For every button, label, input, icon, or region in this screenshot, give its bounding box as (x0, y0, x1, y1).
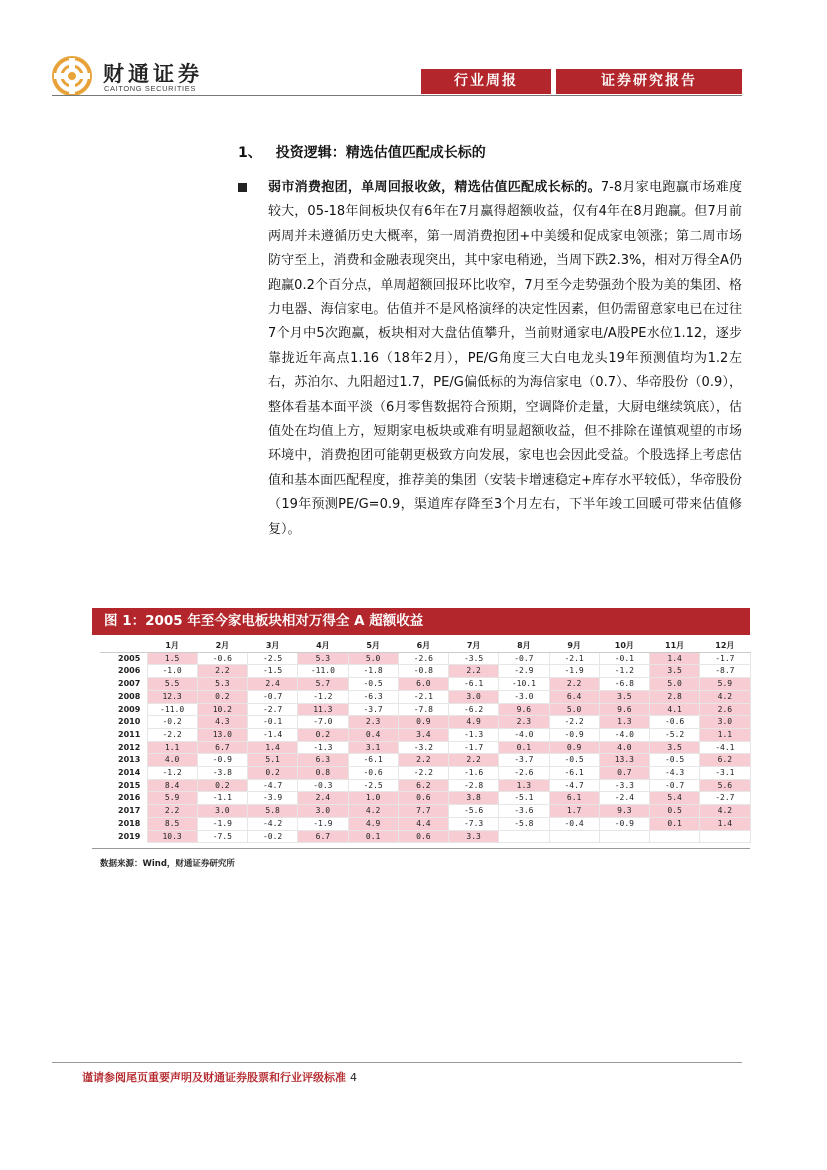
row-year: 2012 (118, 742, 141, 752)
table-cell: -3.5 (449, 652, 499, 665)
brand-name-en: CAITONG SECURITIES (104, 84, 196, 93)
table-cell: -0.2 (147, 716, 197, 729)
table-row (100, 716, 750, 729)
table-cell: 0.2 (298, 728, 348, 741)
table-row (100, 767, 750, 780)
table-cell: 0.1 (650, 817, 700, 830)
header-tab-research-report: 证券研究报告 (556, 69, 742, 94)
table-cell: 3.5 (650, 665, 700, 678)
table-header-row (100, 640, 750, 652)
table-cell: -2.7 (248, 703, 298, 716)
table-cell (700, 830, 750, 843)
table-cell: 4.2 (700, 805, 750, 818)
table-cell: 0.2 (197, 690, 247, 703)
table-cell: 1.4 (650, 652, 700, 665)
table-cell: -1.2 (298, 690, 348, 703)
table-cell: 7.7 (398, 805, 448, 818)
table-cell: 2.2 (449, 754, 499, 767)
table-cell: -0.5 (650, 754, 700, 767)
row-year: 2006 (118, 666, 141, 676)
table-row (100, 728, 750, 741)
table-cell: -2.1 (549, 652, 599, 665)
table-cell: 6.2 (700, 754, 750, 767)
table-cell: -7.8 (398, 703, 448, 716)
table-cell: 4.2 (348, 805, 398, 818)
column-header: 2月 (197, 640, 247, 652)
table-cell: 1.4 (248, 741, 298, 754)
table-cell: -0.9 (599, 817, 649, 830)
table-cell: -0.9 (197, 754, 247, 767)
table-cell: 13.0 (197, 728, 247, 741)
section-number: 1、 (238, 145, 262, 161)
table-cell: -1.7 (700, 652, 750, 665)
table-cell: -4.7 (248, 779, 298, 792)
column-header: 5月 (348, 640, 398, 652)
table-cell: 1.0 (348, 792, 398, 805)
table-cell: -1.9 (549, 665, 599, 678)
table-cell: 0.1 (499, 741, 549, 754)
table-cell: -0.7 (650, 779, 700, 792)
table-cell: 1.5 (147, 652, 197, 665)
table-cell: 9.3 (599, 805, 649, 818)
table-cell: -6.3 (348, 690, 398, 703)
table-cell: 5.7 (298, 678, 348, 691)
table-cell: 2.4 (298, 792, 348, 805)
table-cell: -0.5 (348, 678, 398, 691)
table-cell: 1.3 (499, 779, 549, 792)
table-cell: 5.0 (348, 652, 398, 665)
table-cell: -4.3 (650, 767, 700, 780)
table-cell: 5.1 (248, 754, 298, 767)
row-year: 2016 (118, 793, 141, 803)
table-cell: -1.8 (348, 665, 398, 678)
table-cell: 5.9 (147, 792, 197, 805)
row-year: 2011 (118, 729, 141, 739)
column-header: 7月 (449, 640, 499, 652)
table-cell: -0.4 (549, 817, 599, 830)
bullet-square-icon (238, 183, 247, 192)
table-cell: -2.4 (599, 792, 649, 805)
table-row (100, 792, 750, 805)
table-cell: -5.1 (499, 792, 549, 805)
table-cell: 6.1 (549, 792, 599, 805)
table-cell: 12.3 (147, 690, 197, 703)
row-year: 2015 (118, 780, 141, 790)
table-cell: 2.2 (398, 754, 448, 767)
table-bottom-rule (92, 848, 750, 849)
table-cell: 5.3 (298, 652, 348, 665)
table-cell: 8.4 (147, 779, 197, 792)
table-cell: -7.3 (449, 817, 499, 830)
table-cell: -4.1 (700, 741, 750, 754)
table-cell: 3.1 (348, 741, 398, 754)
table-row (100, 703, 750, 716)
table-cell: -7.0 (298, 716, 348, 729)
table-cell: -10.1 (499, 678, 549, 691)
table-cell: -3.8 (197, 767, 247, 780)
table-cell: 6.4 (549, 690, 599, 703)
table-row (100, 830, 750, 843)
table-cell: -1.5 (248, 665, 298, 678)
table-cell: -3.3 (599, 779, 649, 792)
table-cell: 2.2 (449, 665, 499, 678)
table-cell: -5.2 (650, 728, 700, 741)
table-cell: -0.6 (348, 767, 398, 780)
table-cell: 0.2 (248, 767, 298, 780)
table-cell: -2.8 (449, 779, 499, 792)
table-cell: -5.6 (449, 805, 499, 818)
table-cell: -2.5 (348, 779, 398, 792)
row-year: 2013 (118, 755, 141, 765)
table-row (100, 678, 750, 691)
table-cell: -3.1 (700, 767, 750, 780)
column-header: 1月 (147, 640, 197, 652)
table-cell: 5.0 (650, 678, 700, 691)
table-cell: 5.5 (147, 678, 197, 691)
table-cell: -1.7 (449, 741, 499, 754)
column-header: 9月 (549, 640, 599, 652)
table-cell: 3.5 (599, 690, 649, 703)
table-cell: -2.5 (248, 652, 298, 665)
table-cell: 9.6 (499, 703, 549, 716)
table-cell: 1.1 (700, 728, 750, 741)
table-cell: 2.2 (147, 805, 197, 818)
table-cell: 0.6 (398, 792, 448, 805)
table-cell: 10.3 (147, 830, 197, 843)
table-cell: 1.4 (700, 817, 750, 830)
table-cell: -2.2 (147, 728, 197, 741)
table-cell: 5.6 (700, 779, 750, 792)
table-cell: 9.6 (599, 703, 649, 716)
paragraph-lead: 弱市消费抱团，单周回报收敛，精选估值匹配成长标的。 (268, 180, 601, 195)
row-year: 2014 (118, 768, 141, 778)
table-row (100, 779, 750, 792)
table-cell: -0.2 (248, 830, 298, 843)
table-cell: 3.5 (650, 741, 700, 754)
table-cell: -2.7 (700, 792, 750, 805)
table-cell: 5.0 (549, 703, 599, 716)
table-cell: -6.1 (348, 754, 398, 767)
table-cell: -0.7 (499, 652, 549, 665)
page-number: 4 (350, 1071, 357, 1084)
table-cell: 0.6 (398, 830, 448, 843)
footer-divider (52, 1062, 742, 1063)
table-cell: -5.8 (499, 817, 549, 830)
table-cell: 8.5 (147, 817, 197, 830)
table-cell: -4.0 (499, 728, 549, 741)
table-cell: 2.2 (549, 678, 599, 691)
table-cell: 3.0 (298, 805, 348, 818)
table-cell: 4.0 (147, 754, 197, 767)
table-cell: -4.7 (549, 779, 599, 792)
table-cell: 1.3 (599, 716, 649, 729)
row-year: 2008 (118, 691, 141, 701)
row-year: 2007 (118, 679, 141, 689)
table-cell: -1.1 (197, 792, 247, 805)
table-cell: 13.3 (599, 754, 649, 767)
table-cell: -0.5 (549, 754, 599, 767)
table-row (100, 690, 750, 703)
table-cell: -3.0 (499, 690, 549, 703)
table-cell: 3.0 (700, 716, 750, 729)
table-cell: 4.9 (449, 716, 499, 729)
table-cell: 5.9 (700, 678, 750, 691)
table-cell: -6.2 (449, 703, 499, 716)
table-cell: 2.3 (499, 716, 549, 729)
row-year: 2005 (118, 653, 141, 663)
table-cell: 0.8 (298, 767, 348, 780)
table-cell: -3.6 (499, 805, 549, 818)
table-cell: 0.9 (549, 741, 599, 754)
table-cell (650, 830, 700, 843)
table-cell: -11.0 (147, 703, 197, 716)
table-cell: 3.0 (197, 805, 247, 818)
table-cell: 4.3 (197, 716, 247, 729)
table-cell: -2.6 (398, 652, 448, 665)
table-cell: 4.2 (700, 690, 750, 703)
column-header: 8月 (499, 640, 549, 652)
table-cell: 6.7 (197, 741, 247, 754)
table-cell: -1.4 (248, 728, 298, 741)
table-cell: -0.6 (650, 716, 700, 729)
table-cell: -4.2 (248, 817, 298, 830)
section-title (238, 142, 486, 162)
table-cell: 4.1 (650, 703, 700, 716)
table-cell: 2.8 (650, 690, 700, 703)
table-cell: 3.4 (398, 728, 448, 741)
table-cell: 2.3 (348, 716, 398, 729)
excess-return-grid (100, 640, 751, 843)
table-cell: -2.6 (499, 767, 549, 780)
table-cell: -0.6 (197, 652, 247, 665)
header-divider (52, 95, 742, 96)
footer (82, 1069, 357, 1085)
paragraph-body: 7-8月家电跑赢市场难度较大，05-18年间板块仅有6年在7月赢得超额收益，仅有4年在8月跑赢。但7月前两周并未遵循历史大概率，第一周消费抱团+中美缓和促成家电领涨；第二周市场防守至上，消费和金融表现突出，其中家电稍逊，当周下跌2.3%，相对万得全A仍跑赢0.2个百分点，单周超额回报环比收窄，7月至今走势强劲个股为美的集团、格力电器、海信家电。估值并不是风格演绎的决定性因素，但仍需留意家电已在过往7个月中5次跑赢，板块相对大盘估值攀升，当前财通家电/A股PE水位1.12，逐步靠拢近年高点1.16（18年2月），PE/G角度三大白电龙头19年预测值均为1.2左右，苏泊尔、九阳超过1.7，PE/G偏低标的为海信家电（0.7）、华帝股份（0.9），整体看基本面平淡（6月零售数据符合预期，空调降价走量，大厨电继续筑底），估值处在均值上方，短期家电板块或难有明显超额收益，但不排除在谨慎观望的市场环境中，消费抱团可能朝更极致方向发展，家电也会因此受益。个股选择上考虑估值和基本面匹配程度，推荐美的集团（安装卡增速稳定+库存水平较低），华帝股份（19年预测PE/G=0.9，渠道库存降至3个月左右，下半年竣工回暖可带来估值修复）。 (268, 180, 742, 537)
table-cell: -8.7 (700, 665, 750, 678)
table-cell (499, 830, 549, 843)
table-cell: 2.2 (197, 665, 247, 678)
table-cell: -1.9 (197, 817, 247, 830)
table-cell: -4.0 (599, 728, 649, 741)
column-header: 10月 (599, 640, 649, 652)
excess-return-table (100, 640, 750, 846)
table-cell: 0.1 (348, 830, 398, 843)
row-year: 2017 (118, 806, 141, 816)
brand-name-cn: 财通证券 (103, 61, 203, 86)
table-cell: 0.2 (197, 779, 247, 792)
table-row (100, 665, 750, 678)
row-year: 2019 (118, 831, 141, 841)
table-cell: 10.2 (197, 703, 247, 716)
table-cell: -2.1 (398, 690, 448, 703)
table-cell: -0.9 (549, 728, 599, 741)
table-cell: -6.1 (449, 678, 499, 691)
section-title-text: 投资逻辑：精选估值匹配成长标的 (275, 145, 486, 161)
column-header: 3月 (248, 640, 298, 652)
table-cell: 3.8 (449, 792, 499, 805)
table-row (100, 817, 750, 830)
table-corner (100, 640, 147, 652)
table-cell: 5.8 (248, 805, 298, 818)
table-cell: -2.2 (549, 716, 599, 729)
table-cell: -0.7 (248, 690, 298, 703)
table-cell: -1.6 (449, 767, 499, 780)
table-cell: 1.7 (549, 805, 599, 818)
table-cell: -7.5 (197, 830, 247, 843)
table-cell: -1.3 (449, 728, 499, 741)
table-cell: -6.1 (549, 767, 599, 780)
table-cell: -0.3 (298, 779, 348, 792)
column-header: 12月 (700, 640, 750, 652)
table-cell (549, 830, 599, 843)
table-cell: 5.4 (650, 792, 700, 805)
table-cell: 4.9 (348, 817, 398, 830)
table-row (100, 652, 750, 665)
table-row (100, 805, 750, 818)
table-cell: -2.9 (499, 665, 549, 678)
table-cell: 0.4 (348, 728, 398, 741)
table-cell: 3.0 (449, 690, 499, 703)
body-paragraph (268, 176, 742, 542)
table-cell: -0.8 (398, 665, 448, 678)
table-cell: -1.2 (599, 665, 649, 678)
table-cell: -6.8 (599, 678, 649, 691)
figure-source: 数据来源：Wind，财通证券研究所 (100, 859, 235, 869)
table-cell: -3.9 (248, 792, 298, 805)
table-cell: -1.9 (298, 817, 348, 830)
row-year: 2009 (118, 704, 141, 714)
table-cell: 0.5 (650, 805, 700, 818)
table-cell: -11.0 (298, 665, 348, 678)
footer-disclaimer: 谨请参阅尾页重要声明及财通证券股票和行业评级标准 (82, 1071, 346, 1084)
table-cell: 5.3 (197, 678, 247, 691)
table-cell: 2.6 (700, 703, 750, 716)
table-cell: -3.7 (499, 754, 549, 767)
caitong-logo-icon (52, 56, 92, 96)
table-cell: 1.1 (147, 741, 197, 754)
column-header: 4月 (298, 640, 348, 652)
table-cell: 6.3 (298, 754, 348, 767)
table-cell: 0.7 (599, 767, 649, 780)
table-cell (599, 830, 649, 843)
table-cell: 4.4 (398, 817, 448, 830)
table-cell: 6.2 (398, 779, 448, 792)
figure-title: 图 1：2005 年至今家电板块相对万得全 A 超额收益 (92, 608, 750, 635)
table-row (100, 754, 750, 767)
row-year: 2010 (118, 717, 141, 727)
table-cell: -0.1 (248, 716, 298, 729)
row-year: 2018 (118, 818, 141, 828)
table-cell: -3.7 (348, 703, 398, 716)
table-cell: 2.4 (248, 678, 298, 691)
table-cell: -1.3 (298, 741, 348, 754)
table-cell: -1.0 (147, 665, 197, 678)
table-cell: 4.0 (599, 741, 649, 754)
column-header: 11月 (650, 640, 700, 652)
table-row (100, 741, 750, 754)
column-header: 6月 (398, 640, 448, 652)
header-tab-industry-weekly: 行业周报 (421, 69, 551, 94)
table-cell: -2.2 (398, 767, 448, 780)
table-cell: 6.7 (298, 830, 348, 843)
table-cell: 3.3 (449, 830, 499, 843)
table-cell: 11.3 (298, 703, 348, 716)
table-cell: 6.0 (398, 678, 448, 691)
table-cell: -0.1 (599, 652, 649, 665)
table-cell: -3.2 (398, 741, 448, 754)
table-cell: 0.9 (398, 716, 448, 729)
table-cell: -1.2 (147, 767, 197, 780)
